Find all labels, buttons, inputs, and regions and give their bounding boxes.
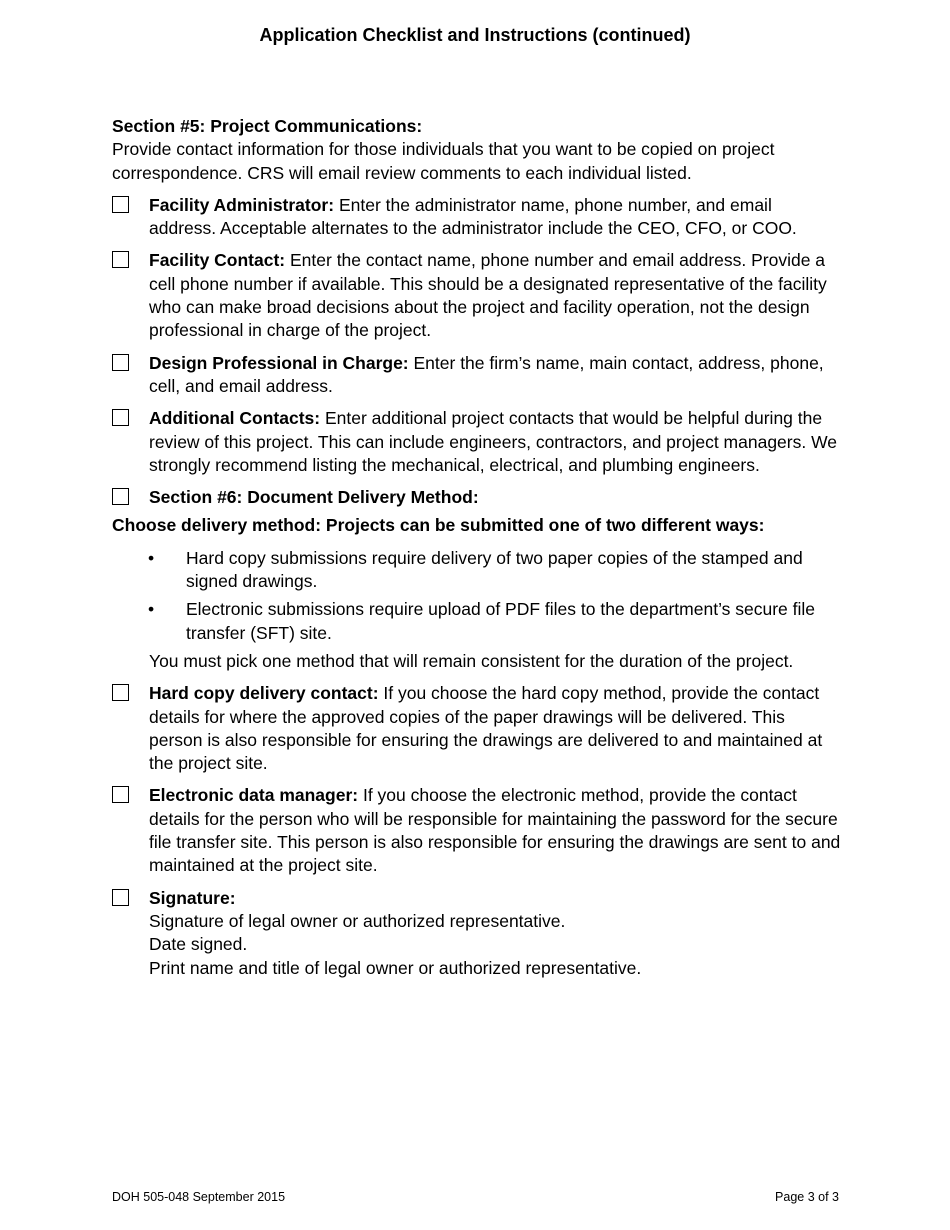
item-lead: Facility Administrator:: [149, 194, 335, 215]
form-id: DOH 505-048 September 2015: [112, 1190, 286, 1204]
item-text: Enter the contact name, phone number and email address. Provide a cell phone number if available. This should be a designated representative of the facility who can make broad decisions about the project and facility operation, not the design professional in charge of the project.: [149, 250, 827, 341]
checkbox[interactable]: [112, 251, 129, 268]
bullet-text: Electronic submissions require upload of PDF files to the department’s secure file transfer (SFT) site.: [186, 599, 816, 643]
item-lead: Facility Contact:: [149, 250, 286, 271]
list-item: [112, 547, 842, 594]
checklist-item-electronic-data-manager: [112, 784, 842, 877]
checklist-content: [112, 115, 842, 989]
bullet-text: Hard copy submissions require delivery of two paper copies of the stamped and signed drawings.: [186, 547, 803, 592]
item-lead: Design Professional in Charge:: [149, 352, 409, 373]
checkbox[interactable]: [112, 196, 129, 213]
checkbox[interactable]: [112, 354, 129, 371]
item-lead: Hard copy delivery contact:: [149, 683, 379, 704]
list-item: [112, 598, 842, 645]
checklist-item-additional-contacts: [112, 407, 842, 477]
checklist-item-hard-copy-contact: [112, 682, 842, 775]
item-lead: Additional Contacts:: [149, 408, 321, 429]
checklist-item-section-6: [112, 486, 842, 509]
date-signed-line: Date signed.: [149, 934, 248, 955]
section-5-intro: Provide contact information for those individuals that you want to be copied on project correspondence. CRS will email review comments to each individual listed.: [112, 139, 775, 183]
pick-method-note: You must pick one method that will remain consistent for the duration of the project.: [149, 650, 794, 671]
checkbox[interactable]: [112, 409, 129, 426]
signature-heading: Signature:: [149, 887, 236, 908]
section-5-heading: Section #5: Project Communications:: [112, 116, 423, 136]
bullet-icon: •: [148, 599, 155, 620]
item-text: Enter additional project contacts that would be helpful during the review of this project. This can include engineers, contractors, and project managers. We strongly recommend listing the mechanical, electrical, and plumbing engineers.: [149, 408, 838, 475]
print-name-line: Print name and title of legal owner or authorized representative.: [149, 957, 642, 978]
page-title: Application Checklist and Instructions (continued): [259, 25, 691, 45]
checkbox[interactable]: [112, 786, 129, 803]
item-text: If you choose the hard copy method, provide the contact details for where the approved copies of the paper drawings will be delivered. This person is also responsible for ensuring the drawings are delivered to and maintained at the project site.: [149, 683, 823, 774]
checklist-item-design-professional: [112, 352, 842, 399]
bullet-icon: •: [148, 547, 155, 568]
delivery-method-heading: Choose delivery method: Projects can be submitted one of two different ways:: [112, 515, 765, 536]
checkbox[interactable]: [112, 684, 129, 701]
delivery-options-list: [112, 547, 842, 645]
checkbox[interactable]: [112, 889, 129, 906]
item-text: Enter the administrator name, phone number, and email address. Acceptable alternates to the administrator include the CEO, CFO, or COO.: [149, 194, 797, 239]
signature-line: Signature of legal owner or authorized representative.: [149, 910, 566, 931]
item-lead: Electronic data manager:: [149, 785, 359, 806]
checkbox[interactable]: [112, 488, 129, 505]
section-6-heading: Section #6: Document Delivery Method:: [149, 487, 479, 508]
checklist-item-facility-administrator: [112, 194, 842, 241]
checklist-item-facility-contact: [112, 249, 842, 342]
item-text: Enter the firm’s name, main contact, address, phone, cell, and email address.: [149, 352, 824, 396]
checklist-item-signature: [112, 887, 842, 980]
item-text: If you choose the electronic method, provide the contact details for the person who will be responsible for maintaining the password for the secure file transfer site. This person is also responsible for ensuring the drawings are sent to and maintained at the project site.: [149, 785, 841, 876]
page-number: Page 3 of 3: [775, 1190, 839, 1204]
